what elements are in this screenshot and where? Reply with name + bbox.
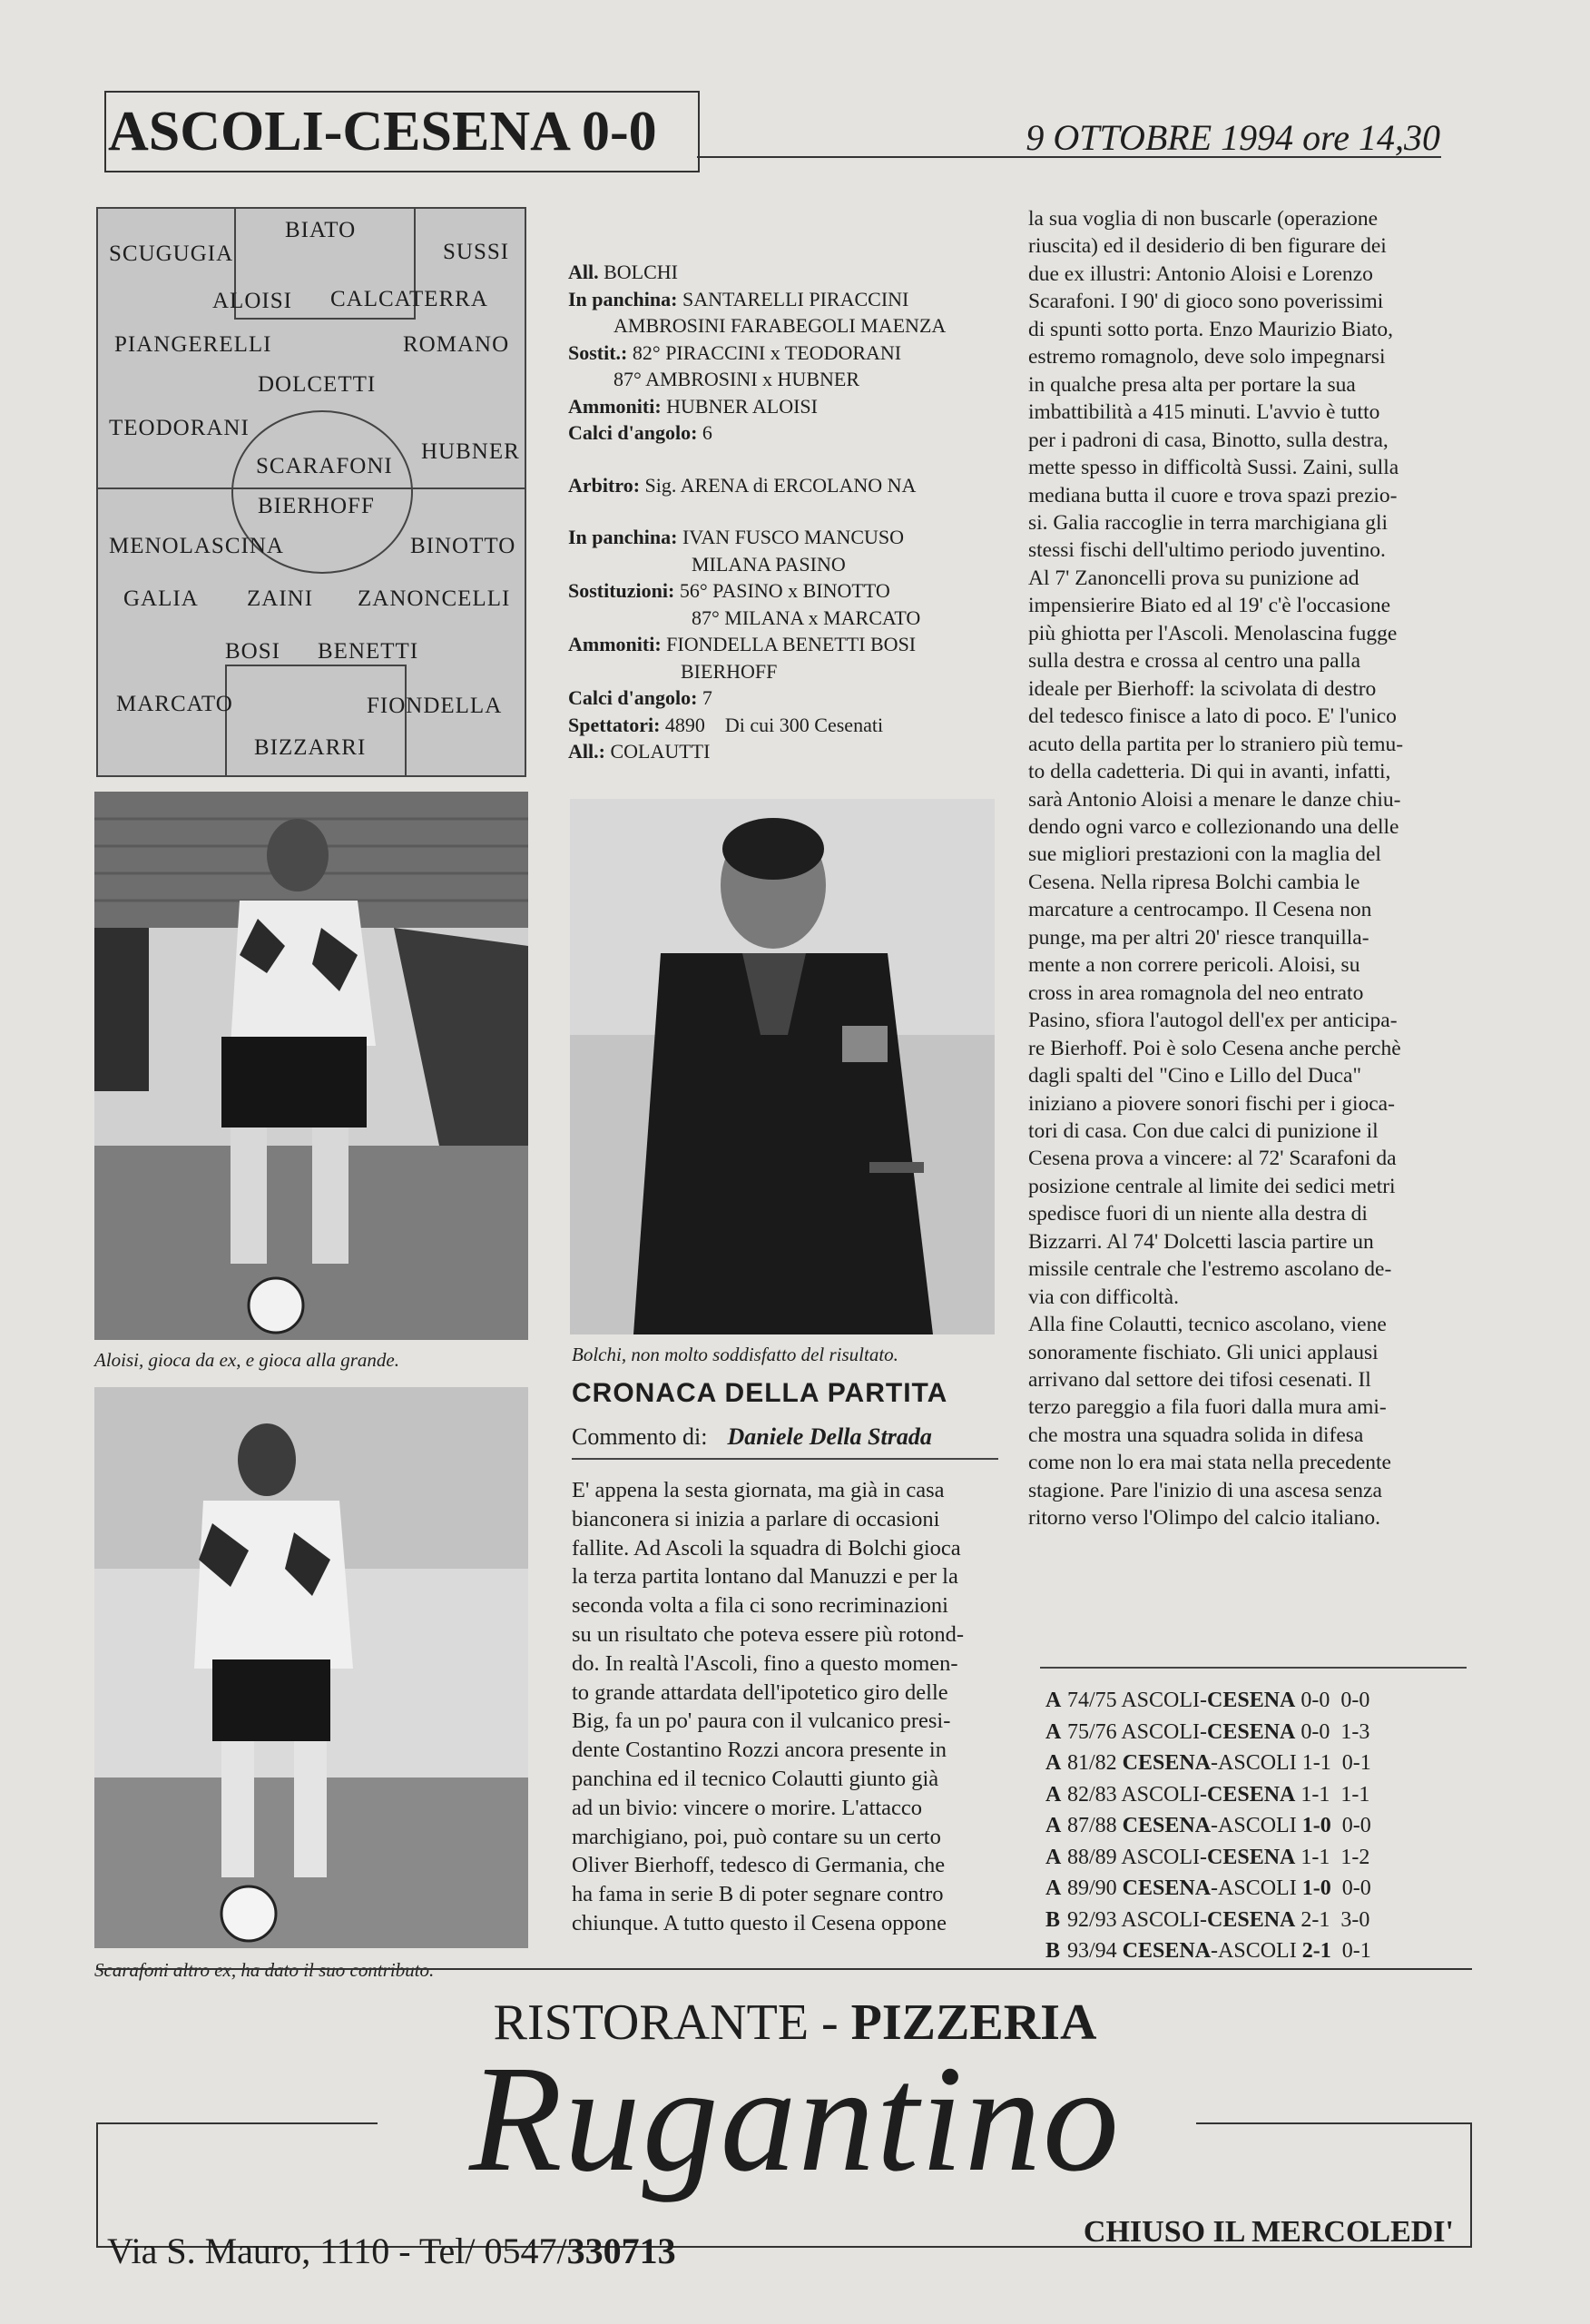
heading-rule xyxy=(572,1458,998,1460)
info-line: Sostituzioni: 56° PASINO x BINOTTO xyxy=(568,579,890,602)
division-label: B xyxy=(1045,1907,1061,1932)
player-label: BIZZARRI xyxy=(254,735,367,760)
info-line: Ammoniti: FIONDELLA BENETTI BOSI xyxy=(568,633,917,655)
result-row: A 87/88 CESENA-ASCOLI 1-0 0-0 xyxy=(1045,1810,1472,1842)
player-label: BENETTI xyxy=(318,639,419,664)
info-line: Ammoniti: HUBNER ALOISI xyxy=(568,394,818,418)
result-row: B 92/93 ASCOLI-CESENA 2-1 3-0 xyxy=(1045,1905,1472,1936)
info-line: Spettatori: 4890 Di cui 300 Cesenati xyxy=(568,713,884,736)
formation-diagram xyxy=(96,207,526,777)
player-label: ROMANO xyxy=(403,332,510,357)
info-line: 87° MILANA x MARCATO xyxy=(692,606,921,629)
result-row: A 89/90 CESENA-ASCOLI 1-0 0-0 xyxy=(1045,1873,1472,1905)
article-heading: CRONACA DELLA PARTITA xyxy=(572,1378,948,1408)
player-label: BINOTTO xyxy=(410,534,516,558)
photo-caption: Bolchi, non molto soddisfatto del risultato. xyxy=(572,1344,898,1365)
division-label: A xyxy=(1045,1782,1062,1807)
player-label: MARCATO xyxy=(116,692,233,716)
player-label: GALIA xyxy=(123,586,199,611)
result-row: A 75/76 ASCOLI-CESENA 0-0 1-3 xyxy=(1045,1717,1472,1748)
player-label: PIANGERELLI xyxy=(114,332,272,357)
player-label: BIATO xyxy=(285,218,357,242)
article-author: Daniele Della Strada xyxy=(727,1423,932,1450)
result-row: A 81/82 CESENA-ASCOLI 1-1 0-1 xyxy=(1045,1748,1472,1779)
article-column-1: E' appena la sesta giornata, ma già in casa bianconera si inizia a parlare di occasioni fallite. Ad Ascoli la squadra di Bolchi gioca la terza partita lontano dal Manuzzi e per la seconda volta a fila ci sono recriminazioni su un risultato che poteva essere più rotond- do. In realtà l'Ascoli, fino a questo momen- to grande attardata dell'ipotetico giro delle Big, fa un po' paura con il vulcanico presi- dente Costantino Rozzi ancora presente in panchina ed il tecnico Colautti giunto già ad un bivio: vincere o morire. L'attacco marchigiano, poi, può contare su un certo Oliver Bierhoff, tedesco di Germania, che ha fama in serie B di poter segnare contro chiunque. A tutto questo il Cesena oppone xyxy=(572,1478,965,1935)
player-label: SCUGUGIA xyxy=(109,241,234,266)
result-row: A 88/89 ASCOLI-CESENA 1-1 1-2 xyxy=(1045,1842,1472,1874)
player-label: MENOLASCINA xyxy=(109,534,284,558)
ad-headline: RISTORANTE - PIZZERIA xyxy=(493,1994,1097,2051)
player-label: BIERHOFF xyxy=(258,494,375,518)
info-line: Sostit.: 82° PIRACCINI x TEODORANI xyxy=(568,340,902,364)
info-line: All. BOLCHI xyxy=(568,261,679,283)
player-photo-illustration xyxy=(94,792,528,1340)
result-row: A 74/75 ASCOLI-CESENA 0-0 0-0 xyxy=(1045,1685,1472,1717)
match-date: 9 OTTOBRE 1994 ore 14,30 xyxy=(1026,117,1440,158)
division-label: B xyxy=(1045,1939,1061,1963)
coach-photo-illustration xyxy=(570,799,995,1334)
ad-rule xyxy=(96,1968,1472,1970)
info-line: In panchina: SANTARELLI PIRACCINI xyxy=(568,287,909,310)
player-label: FIONDELLA xyxy=(367,694,503,718)
photo-bolchi xyxy=(570,799,995,1334)
info-line: BIERHOFF xyxy=(681,659,778,683)
result-row: B 93/94 CESENA-ASCOLI 2-1 0-1 xyxy=(1045,1935,1472,1967)
info-line: MILANA PASINO xyxy=(692,552,846,576)
head-to-head-results xyxy=(1045,1685,1472,1967)
info-line: All.: COLAUTTI xyxy=(568,740,711,763)
photo-caption: Aloisi, gioca da ex, e gioca alla grande. xyxy=(94,1349,399,1371)
player-label: SCARAFONI xyxy=(256,454,393,478)
player-label: CALCATERRA xyxy=(330,287,488,311)
restaurant-address: Via S. Mauro, 1110 - Tel/ 0547/330713 xyxy=(107,2230,676,2271)
player-label: ZAINI xyxy=(247,586,314,611)
player-label: HUBNER xyxy=(421,439,520,464)
article-column-2: la sua voglia di non buscarle (operazione riuscita) ed il desiderio di ben figurare dei due ex illustri: Antonio Aloisi e Lorenzo Scarafoni. I 90' di gioco sono poverissimi di spunti sotto porta. Enzo Maurizio Biato, estremo romagnolo, deve solo impegnarsi in qualche presa alta per portare la sua imbattibilità a 415 minuti. L'avvio è tutto per i padroni di casa, Binotto, sulla destra, mette spesso in difficoltà Sussi. Zaini, sulla mediana butta il cuore e trova spazi prezio- si. Galia raccoglie in terra marchigiana gli stessi fischi dell'ultimo periodo juventino. Al 7' Zanoncelli prova su punizione ad impensierire Biato ed al 19' c'è l'occasione più ghiotta per l'Ascoli. Menolascina fugge sulla destra e crossa al centro una palla ideale per Bierhoff: la scivolata di destro del tedesco finisce a lato di poco. E' l'unico acuto della partita per lo straniero più temu- to della cadetteria. Di qui in avanti, infatti, sarà Antonio Aloisi a menare le danze chiu- dendo ogni varco e collezionando una delle sue migliori prestazioni con la maglia del Cesena. Nella ripresa Bolchi cambia le marcature a centrocampo. Il Cesena non punge, ma per altri 20' riesce tranquilla- mente a non correre pericoli. Aloisi, su cross in area romagnola del neo entrato Pasino, sfiora l'autogol dell'ex per anticipa- re Bierhoff. Poi è solo Cesena anche perchè dagli spalti del "Cino e Lillo del Duca" iniziano a piovere sonori fischi per i gioca- tori di casa. Con due calci di punizione il Cesena prova a vincere: al 72' Scarafoni da posizione centrale al limite dei sedici metri spedisce fuori di un niente alla destra di Bizzarri. Al 74' Dolcetti lascia partire un missile centrale che l'estremo ascolano de- via con difficoltà. Alla fine Colautti, tecnico ascolano, viene sonoramente fischiato. Gli unici applausi arrivano dal settore dei tifosi cesenati. Il terzo pareggio a fila fuori dalla mura ami- che mostra una squadra solida in difesa come non lo era mai stata nella precedente stagione. Pare l'inizio di una ascesa senza ritorno verso l'Olimpo del calcio italiano. xyxy=(1028,207,1404,1531)
info-line: 87° AMBROSINI x HUBNER xyxy=(613,368,859,390)
division-label: A xyxy=(1045,1719,1062,1744)
info-line: Calci d'angolo: 6 xyxy=(568,421,712,444)
player-photo-illustration xyxy=(94,1387,528,1948)
photo-caption: Scarafoni altro ex, ha dato il suo contributo. xyxy=(94,1959,435,1981)
division-label: A xyxy=(1045,1751,1062,1775)
info-line: AMBROSINI FARABEGOLI MAENZA xyxy=(613,314,947,337)
result-row: A 82/83 ASCOLI-CESENA 1-1 1-1 xyxy=(1045,1779,1472,1811)
match-info xyxy=(568,259,995,765)
player-label: SUSSI xyxy=(443,240,510,264)
article-byline: Commento di: Daniele Della Strada xyxy=(572,1423,932,1450)
results-rule xyxy=(1040,1667,1467,1669)
division-label: A xyxy=(1045,1689,1062,1712)
page-title: ASCOLI-CESENA 0-0 xyxy=(104,91,700,172)
division-label: A xyxy=(1045,1845,1062,1869)
info-line: Calci d'angolo: 7 xyxy=(568,686,712,709)
division-label: A xyxy=(1045,1876,1062,1900)
player-label: TEODORANI xyxy=(109,416,250,440)
info-line: In panchina: IVAN FUSCO MANCUSO xyxy=(568,526,905,548)
closing-day: CHIUSO IL MERCOLEDI' xyxy=(1083,2215,1454,2249)
photo-aloisi xyxy=(94,792,528,1340)
division-label: A xyxy=(1045,1814,1062,1837)
player-label: DOLCETTI xyxy=(258,372,377,397)
player-label: ZANONCELLI xyxy=(358,586,511,611)
player-label: BOSI xyxy=(225,639,280,664)
referee-line: Arbitro: Sig. ARENA di ERCOLANO NA xyxy=(568,473,917,497)
player-label: ALOISI xyxy=(212,289,292,313)
restaurant-name: Rugantino xyxy=(469,2034,1121,2203)
photo-scarafoni xyxy=(94,1387,528,1948)
